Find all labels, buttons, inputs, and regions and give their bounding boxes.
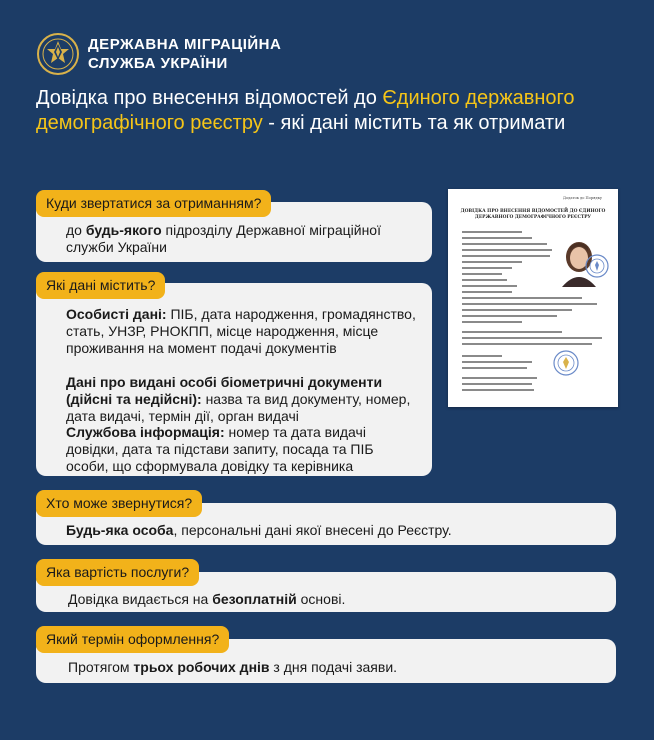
data-contents-label: Які дані містить? xyxy=(36,272,165,299)
where-pre: до xyxy=(66,222,86,238)
doc-line xyxy=(462,355,502,357)
doc-line xyxy=(462,361,532,363)
doc-line xyxy=(462,291,512,293)
doc-line xyxy=(462,243,547,245)
term-pre: Протягом xyxy=(68,659,134,675)
doc-title: ДОВІДКА ПРО ВНЕСЕННЯ ВІДОМОСТЕЙ ДО ЄДИНОГО ДЕРЖАВНОГО ДЕМОГРАФІЧНОГО РЕЄСТРУ xyxy=(460,209,606,220)
where-label: Куди звертатися за отриманням? xyxy=(36,190,271,217)
doc-line xyxy=(462,389,534,391)
title-highlight: Єдиного державного демографічного реєстру xyxy=(36,87,575,134)
dmsu-emblem-icon xyxy=(36,32,80,76)
service-info-bold: Службова інформація: xyxy=(66,424,225,440)
doc-line xyxy=(462,309,572,311)
doc-line xyxy=(462,297,582,299)
who-text xyxy=(66,522,606,539)
term-bold: трьох робочих днів xyxy=(133,659,270,675)
cost-text xyxy=(68,591,608,608)
who-desc: , персональні дані якої внесені до Реєстру. xyxy=(173,522,452,538)
org-name-line1: ДЕРЖАВНА МІГРАЦІЙНА xyxy=(88,36,282,53)
doc-corner-text: Додаток до Порядку xyxy=(563,196,602,200)
service-info-desc: номер та дата видачі довідки, дата та підстави запиту, посада та ПІБ особи, що сформувала довідку та керівника xyxy=(66,424,374,474)
personal-data-text xyxy=(66,306,416,357)
doc-line xyxy=(462,331,562,333)
org-name-line2: СЛУЖБА УКРАЇНИ xyxy=(88,55,228,72)
org-name xyxy=(88,35,328,73)
doc-line xyxy=(462,383,532,385)
doc-line xyxy=(462,261,522,263)
cost-pre: Довідка видається на xyxy=(68,591,213,607)
doc-line xyxy=(462,273,502,275)
header xyxy=(36,32,328,76)
doc-line xyxy=(462,249,552,251)
doc-line xyxy=(462,315,557,317)
doc-line xyxy=(462,285,517,287)
title-part1: Довідка про внесення відомостей до xyxy=(36,87,383,109)
stamp-seal-icon xyxy=(584,253,610,279)
where-text xyxy=(66,222,416,256)
doc-line xyxy=(462,303,597,305)
doc-line xyxy=(462,255,550,257)
who-bold: Будь-яка особа xyxy=(66,522,174,538)
page-title xyxy=(36,86,626,136)
doc-line xyxy=(462,231,522,233)
cost-bold: безоплатній xyxy=(212,591,297,607)
term-label: Який термін оформлення? xyxy=(36,626,229,653)
title-part2: - які дані містить та як отримати xyxy=(262,112,566,134)
biometric-data-bold: Дані про видані особі біометричні документи (дійсні та недійсні): xyxy=(66,374,383,407)
term-post: з дня подачі заяви. xyxy=(269,659,398,675)
doc-line xyxy=(462,321,522,323)
service-info-text xyxy=(66,424,416,475)
personal-data-bold: Особисті дані: xyxy=(66,306,167,322)
doc-line xyxy=(462,367,527,369)
where-post: підрозділу Державної міграційної служби України xyxy=(66,222,381,255)
doc-line xyxy=(462,377,537,379)
where-bold: будь-якого xyxy=(85,222,162,238)
stamp-seal-bottom-icon xyxy=(552,349,580,377)
doc-line xyxy=(462,267,512,269)
doc-line xyxy=(462,279,507,281)
doc-line xyxy=(462,343,592,345)
cost-label: Яка вартість послуги? xyxy=(36,559,199,586)
who-label: Хто може звернутися? xyxy=(36,490,202,517)
biometric-data-text xyxy=(66,374,416,425)
cost-post: основі. xyxy=(296,591,346,607)
term-text xyxy=(68,659,608,676)
document-preview xyxy=(448,189,618,407)
personal-data-desc: ПІБ, дата народження, громадянство, стать, УНЗР, РНОКПП, місце народження, місце проживання на момент подачі документів xyxy=(66,306,416,356)
doc-line xyxy=(462,237,532,239)
doc-line xyxy=(462,337,602,339)
biometric-data-desc: назва та вид документу, номер, дата видачі, термін дії, орган видачі xyxy=(66,391,411,424)
